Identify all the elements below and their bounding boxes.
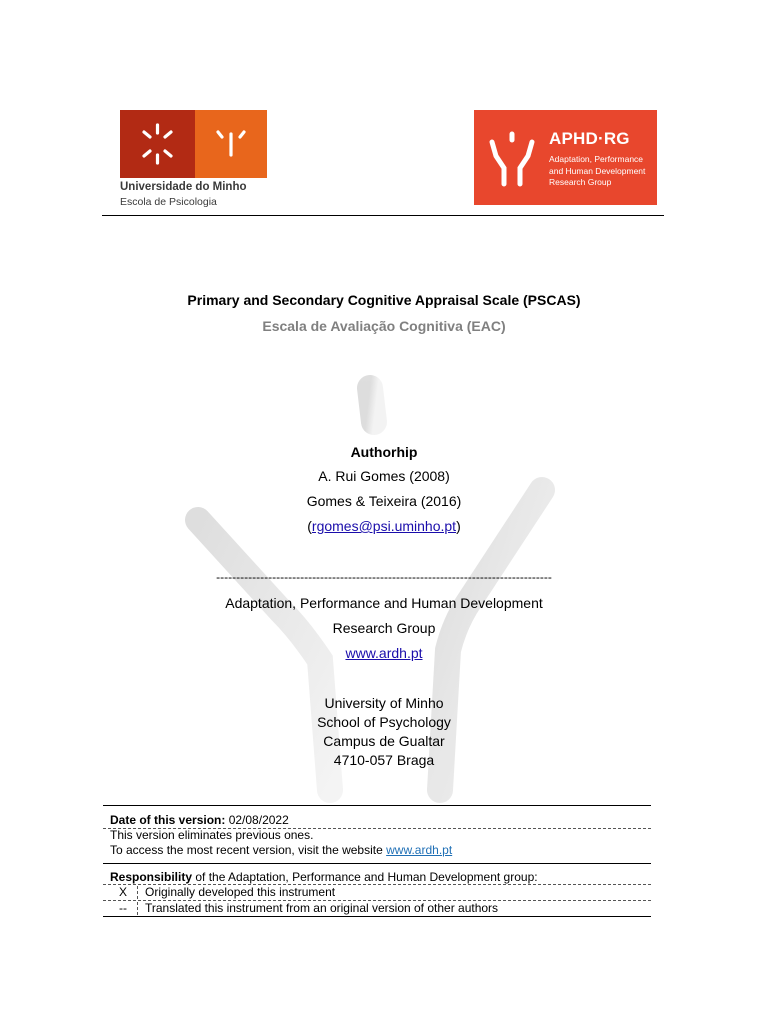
um-logo-orange-block (195, 110, 267, 178)
address-line: Campus de Gualtar (323, 733, 445, 749)
header-divider (102, 215, 664, 216)
address-line: School of Psychology (317, 714, 451, 730)
version-note: This version eliminates previous ones. (110, 828, 314, 842)
responsibility-text: of the Adaptation, Performance and Human Development group: (195, 870, 538, 884)
um-symbol-icon (120, 110, 195, 178)
um-logo-school: Escola de Psicologia (120, 196, 217, 208)
responsibility-mark: X (118, 885, 127, 899)
aphd-logo-title: APHD·RG (549, 129, 630, 148)
responsibility-option: Translated this instrument from an original version of other authors (145, 901, 499, 915)
um-psychology-symbol-icon (195, 110, 267, 178)
version-website-note (110, 843, 452, 857)
um-logo-red-block (120, 110, 195, 178)
responsibility-row (110, 870, 538, 884)
um-logo-name: Universidade do Minho (120, 181, 247, 193)
responsibility-mark: -- (119, 901, 127, 915)
version-note-text: To access the most recent version, visit the website (110, 843, 383, 857)
author-line: Gomes & Teixeira (2016) (306, 493, 462, 509)
document-subtitle: Escala de Avaliação Cognitiva (EAC) (262, 318, 506, 334)
version-table-top-rule (103, 805, 651, 806)
email-close-paren: ) (456, 518, 461, 534)
dashed-separator: ------------------------------------------------------------------------------------ (216, 570, 552, 584)
group-website-link[interactable]: www.ardh.pt (345, 645, 423, 661)
address-line: University of Minho (324, 695, 444, 711)
aphd-logo-subtitle (549, 154, 649, 189)
author-line: A. Rui Gomes (2008) (318, 468, 450, 484)
version-date-label: Date of this version: (110, 813, 226, 827)
version-date-value: 02/08/2022 (228, 813, 289, 827)
address-line: 4710-057 Braga (333, 752, 435, 768)
group-name-line: Research Group (332, 620, 436, 636)
aphd-rg-logo (474, 110, 657, 205)
responsibility-option: Originally developed this instrument (145, 885, 336, 899)
author-email-line (0, 518, 768, 534)
version-website-link[interactable]: www.ardh.pt (386, 843, 453, 857)
aphd-figure-icon (486, 128, 538, 188)
email-open-paren: ( (307, 518, 312, 534)
aphd-subtitle-line: and Human Development (549, 165, 646, 176)
version-date-row (110, 813, 289, 827)
version-table-middle-rule (103, 863, 651, 864)
aphd-subtitle-line: Adaptation, Performance (549, 154, 644, 164)
aphd-subtitle-line: Research Group (549, 177, 612, 187)
author-email-link[interactable]: rgomes@psi.uminho.pt (311, 518, 457, 534)
document-title: Primary and Secondary Cognitive Appraisal Scale (PSCAS) (187, 292, 581, 308)
group-website-line (0, 645, 768, 661)
authorship-heading: Authorhip (350, 444, 418, 460)
version-table-bottom-rule (103, 916, 651, 917)
cell-divider (137, 886, 138, 899)
university-minho-logo (120, 110, 267, 210)
group-name-line: Adaptation, Performance and Human Development (225, 595, 543, 611)
responsibility-label: Responsibility (110, 870, 193, 884)
cell-divider (137, 902, 138, 915)
